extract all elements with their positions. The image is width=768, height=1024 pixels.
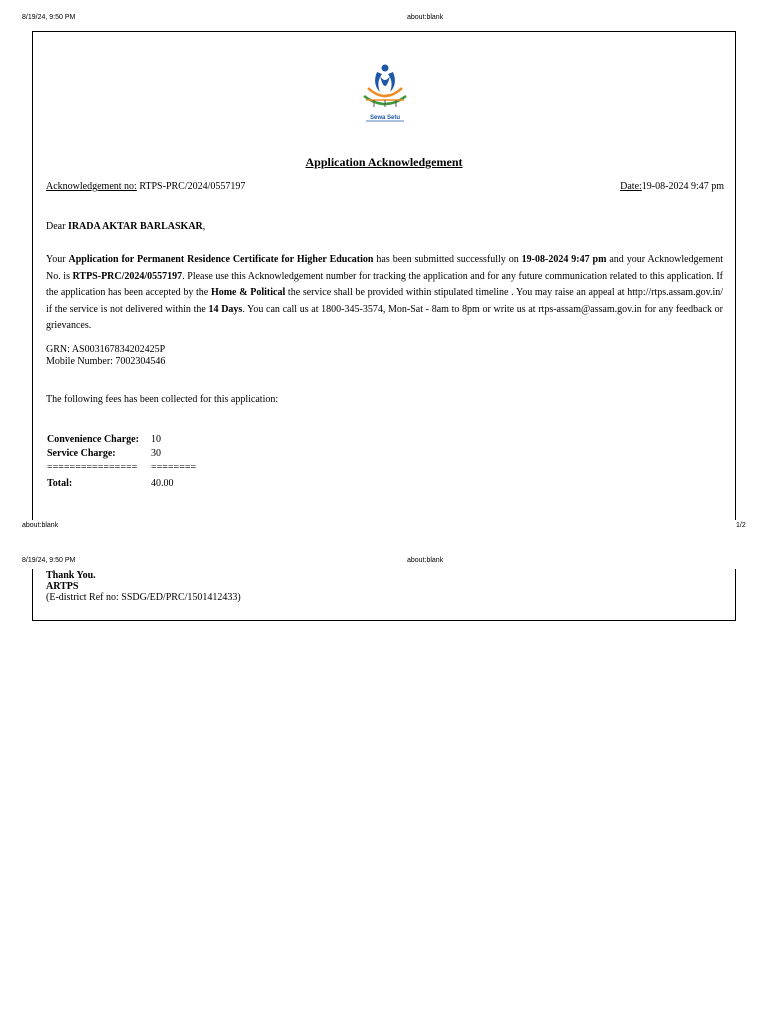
organization-name: ARTPS (46, 581, 79, 592)
edistrict-reference: (E-district Ref no: SSDG/ED/PRC/1501412433) (46, 592, 241, 603)
grn-number: GRN: AS003167834202425P (46, 344, 166, 355)
payment-details (46, 344, 165, 368)
closing-block (46, 570, 241, 603)
svg-text:Sewa Setu: Sewa Setu (369, 115, 401, 121)
acknowledgement-label: Acknowledgement no: (46, 181, 137, 192)
print-footer-page-number: 1/2 (736, 522, 746, 529)
page-title: Application Acknowledgement (305, 155, 463, 169)
print-header-url: about:blank (407, 14, 444, 21)
date-label: Date: (620, 181, 642, 192)
mobile-number: Mobile Number: 7002304546 (46, 356, 166, 367)
acknowledgement-value: RTPS-PRC/2024/0557197 (136, 181, 246, 192)
print-footer-url: about:blank (22, 522, 59, 529)
table-separator: ================ ======== (47, 462, 197, 473)
sewa-setu-logo (358, 60, 412, 122)
print-header-url-page-2: about:blank (407, 557, 444, 564)
thank-you: Thank You. (46, 570, 96, 581)
table-row-total: Total: 40.00 (47, 478, 174, 489)
table-row: Convenience Charge: 10 (47, 434, 161, 445)
fees-intro: The following fees has been collected for this application: (46, 394, 279, 405)
acknowledgement-number (46, 181, 245, 192)
acknowledgement-date (620, 181, 724, 192)
print-header-datetime-page-2: 8/19/24, 9:50 PM (22, 557, 76, 564)
salutation: Dear IRADA AKTAR BARLASKAR, (46, 221, 206, 232)
sewa-setu-emblem-icon (358, 60, 412, 122)
table-row: Service Charge: 30 (47, 448, 161, 459)
acknowledgement-body: Your Application for Permanent Residence Certificate for Higher Education has been submitted successfully on 19-08-2024 9:47 pm and your Acknowledgement No. is RTPS-PRC/2024/0557197. Please use this Acknowledgement number for tracking the application and for any future communication related to this application. If the application has been accepted by the Home & Political the service shall be provided within stipulated timeline . You may raise an appeal at http://rtps.assam.gov.in/ if the service is not delivered within the 14 Days. You can call us at 1800-345-3574, Mon-Sat - 8am to 8pm or write us at rtps-assam@assam.gov.in for any feedback or grievances. (46, 254, 723, 332)
fees-table (47, 433, 196, 491)
print-header-datetime: 8/19/24, 9:50 PM (22, 14, 76, 21)
date-value: 19-08-2024 9:47 pm (641, 181, 724, 192)
applicant-name: IRADA AKTAR BARLASKAR (67, 221, 203, 232)
